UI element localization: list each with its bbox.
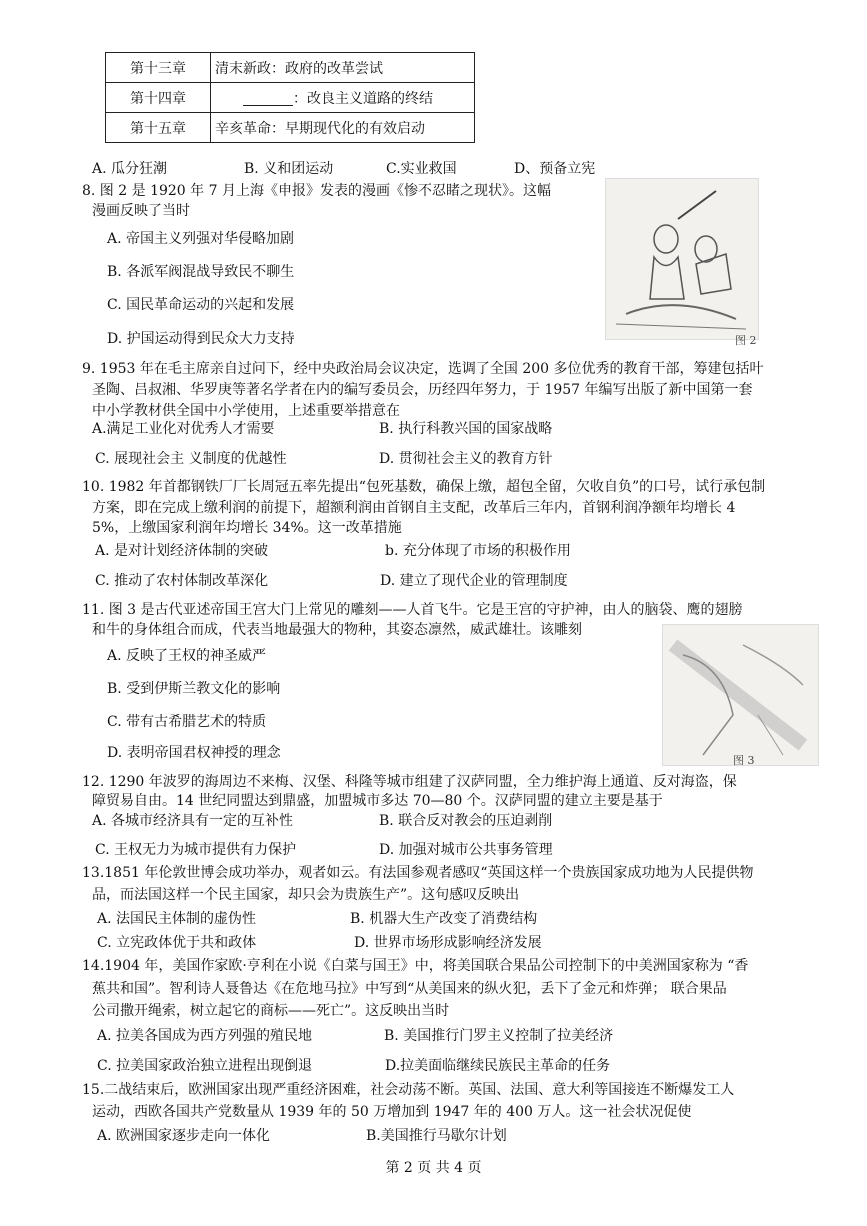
q7-option-c: C.实业救国 — [386, 161, 457, 177]
q8-option-b: B. 各派军阀混战导致民不聊生 — [107, 264, 295, 280]
q12-option-a: A. 各城市经济具有一定的互补性 — [92, 813, 294, 829]
chapter-cell: 第十四章 — [106, 83, 211, 113]
q15-stem: 15.二战结束后，欧洲国家出现严重经济困难，社会动荡不断。英国、法国、意大利等国接连不断爆发工人 — [82, 1082, 735, 1098]
cartoon-figure — [605, 178, 759, 340]
q15-option-a: A. 欧洲国家逐步走向一体化 — [97, 1128, 271, 1144]
q13-option-c: C. 立宪政体优于共和政体 — [97, 935, 257, 951]
q9-stem: 9. 1953 年在毛主席亲自过问下，经中央政治局会议决定，选调了全国 200 多位优秀的教育干部，筹建包括叶 — [82, 361, 764, 377]
q10-option-b: b. 充分体现了市场的积极作用 — [385, 543, 571, 559]
q11-option-c: C. 带有古希腊艺术的特质 — [107, 714, 267, 730]
table-row — [106, 53, 475, 83]
q14-option-d: D.拉美面临继续民族民主革命的任务 — [385, 1058, 611, 1074]
chapter-title-cell: 辛亥革命：早期现代化的有效启动 — [211, 113, 475, 143]
q9-option-a: A.满足工业化对优秀人才需要 — [92, 421, 275, 437]
q13-option-d: D. 世界市场形成影响经济发展 — [354, 935, 542, 951]
q12-option-c: C. 王权无力为城市提供有力保护 — [95, 842, 297, 858]
q8-option-a: A. 帝国主义列强对华侵略加剧 — [107, 231, 295, 247]
q8-option-c: C. 国民革命运动的兴起和发展 — [107, 297, 295, 313]
q8-stem: 漫画反映了当时 — [92, 203, 190, 219]
q9-stem: 圣陶、吕叔湘、华罗庚等著名学者在内的编写委员会，历经四年努力，于 1957 年编写出版了新中国第一套 — [92, 382, 753, 398]
figure-3-label: 图 3 — [733, 754, 755, 767]
q11-stem: 和牛的身体组合而成，代表当地最强大的物种，其姿态凛然，威武雄壮。该雕刻 — [92, 622, 582, 638]
q11-option-b: B. 受到伊斯兰教文化的影响 — [107, 681, 281, 697]
q9-option-d: D. 贯彻社会主义的教育方针 — [379, 451, 553, 467]
q14-stem: 公司撒开绳索，树立起它的商标——死亡”。这反映出当时 — [92, 1003, 450, 1019]
q14-stem: 14.1904 年，美国作家欧·亨利在小说《白菜与国王》中，将美国联合果品公司控制下的中美洲国家称为 “香 — [82, 958, 749, 974]
q13-option-a: A. 法国民主体制的虚伪性 — [97, 911, 257, 927]
q14-option-c: C. 拉美国家政治独立进程出现倒退 — [97, 1058, 313, 1074]
q12-stem: 障贸易自由。14 世纪同盟达到鼎盛，加盟城市多达 70—80 个。汉萨同盟的建立主要是基于 — [92, 793, 663, 809]
q11-option-d: D. 表明帝国君权神授的理念 — [107, 745, 281, 761]
q14-option-a: A. 拉美各国成为西方列强的殖民地 — [97, 1028, 313, 1044]
q9-option-c: C. 展现社会主 义制度的优越性 — [95, 451, 287, 467]
table-row — [106, 113, 475, 143]
q13-stem: 品，而法国这样一个民主国家，却只会为贵族生产”。这句感叹反映出 — [92, 887, 520, 903]
q15-option-b: B.美国推行马歇尔计划 — [366, 1128, 507, 1144]
q7-option-d: D、预备立宪 — [514, 161, 596, 177]
q12-option-d: D. 加强对城市公共事务管理 — [379, 842, 553, 858]
q7-option-b: B. 义和团运动 — [244, 161, 334, 177]
q10-stem: 5%，上缴国家利润年均增长 34%。这一改革措施 — [92, 520, 402, 536]
cartoon-figure-image — [606, 179, 758, 339]
q9-option-b: B. 执行科教兴国的国家战略 — [379, 421, 553, 437]
q8-stem: 8. 图 2 是 1920 年 7 月上海《申报》发表的漫画《惨不忍睹之现状》。这幅 — [82, 183, 551, 199]
relief-figure-image — [663, 625, 818, 765]
q7-option-a: A. 瓜分狂潮 — [92, 161, 168, 177]
q14-option-b: B. 美国推行门罗主义控制了拉美经济 — [384, 1028, 614, 1044]
chapter-cell: 第十三章 — [106, 53, 211, 83]
q12-stem: 12. 1290 年波罗的海周边不来梅、汉堡、科隆等城市组建了汉萨同盟，全力维护海上通道、反对海盗，保 — [82, 774, 737, 790]
q9-stem: 中小学教材供全国中小学使用，上述重要举措意在 — [92, 403, 400, 419]
q10-stem: 方案，即在完成上缴利润的前提下，超额利润由首钢自主支配，改革后三年内，首钢利润净额年均增长 4 — [92, 500, 736, 516]
table-row — [106, 83, 475, 113]
q13-option-b: B. 机器大生产改变了消费结构 — [350, 911, 538, 927]
q10-option-d: D. 建立了现代企业的管理制度 — [380, 573, 568, 589]
q14-stem: 蕉共和国”。智利诗人聂鲁达《在危地马拉》中写到“从美国来的纵火犯，丢下了金元和炸弹； 联合果品 — [92, 981, 727, 997]
q12-option-b: B. 联合反对教会的压迫剥削 — [379, 813, 553, 829]
q10-option-c: C. 推动了农村体制改革深化 — [95, 573, 269, 589]
q11-stem: 11. 图 3 是古代亚述帝国王宫大门上常见的雕刻——人首飞牛。它是王宫的守护神，由人的脑袋、鹰的翅膀 — [82, 602, 743, 618]
page-footer: 第 2 页 共 4 页 — [385, 1160, 482, 1176]
q8-option-d: D. 护国运动得到民众大力支持 — [107, 331, 295, 347]
fill-blank — [243, 91, 293, 106]
q15-stem: 运动，西欧各国共产党数量从 1939 年的 50 万增加到 1947 年的 400 万人。这一社会状况促使 — [92, 1104, 692, 1120]
q11-option-a: A. 反映了王权的神圣威严 — [107, 648, 267, 664]
q13-stem: 13.1851 年伦敦世博会成功举办，观者如云。有法国参观者感叹“英国这样一个贵族国家成功地为人民提供物 — [82, 865, 754, 881]
chapter-table — [105, 52, 475, 143]
chapter-title-cell: 清末新政：政府的改革尝试 — [211, 53, 475, 83]
q10-stem: 10. 1982 年首都钢铁厂厂长周冠五率先提出“包死基数，确保上缴，超包全留，欠收自负”的口号，试行承包制 — [82, 479, 766, 495]
chapter-title-cell — [211, 83, 475, 113]
relief-figure — [662, 624, 819, 766]
q10-option-a: A. 是对计划经济体制的突破 — [95, 543, 269, 559]
chapter-title-text: ：改良主义道路的终结 — [293, 90, 433, 107]
figure-2-label: 图 2 — [735, 334, 757, 347]
chapter-cell: 第十五章 — [106, 113, 211, 143]
